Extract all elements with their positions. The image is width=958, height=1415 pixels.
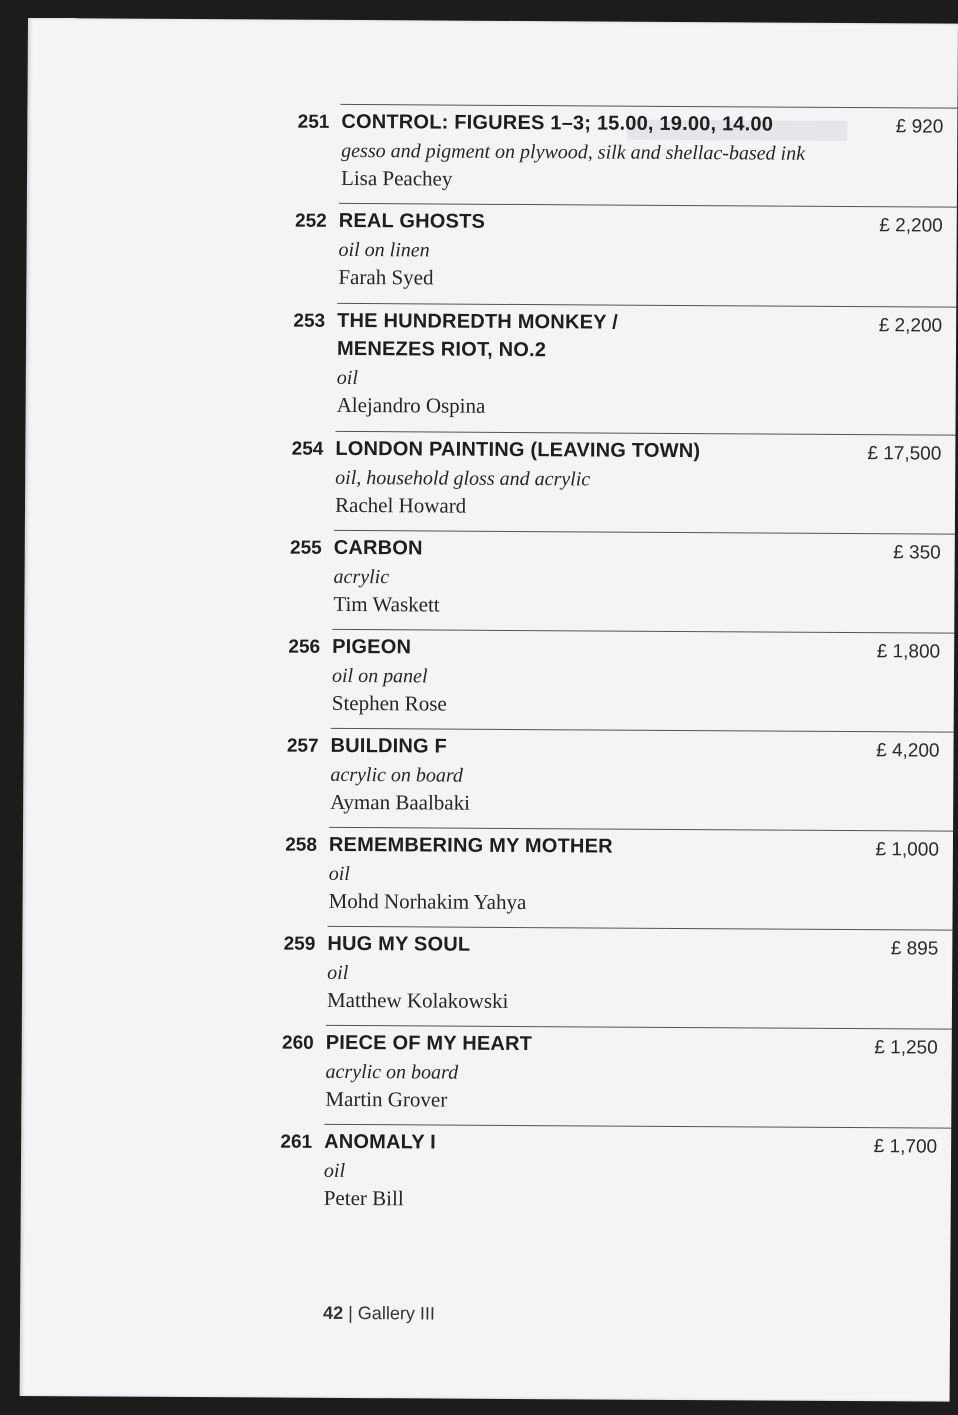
artwork-medium: oil: [328, 862, 350, 885]
artwork-medium: oil on linen: [338, 238, 430, 262]
artist-name: Alejandro Ospina: [336, 392, 486, 418]
artist-name: Mohd Norhakim Yahya: [328, 888, 527, 915]
artist-name: Peter Bill: [323, 1185, 404, 1211]
list-item: [25, 429, 955, 518]
list-item: [23, 825, 953, 915]
list-item: [26, 301, 956, 418]
list-item: [27, 201, 957, 290]
lot-number: 251: [297, 111, 330, 133]
list-item: [22, 1023, 952, 1112]
artwork-medium: acrylic on board: [325, 1060, 459, 1084]
artwork-title: PIGEON: [332, 635, 412, 659]
price: £ 920: [895, 116, 944, 138]
price: £ 1,700: [873, 1136, 938, 1158]
artwork-title: BUILDING F: [330, 734, 448, 758]
artwork-medium: oil, household gloss and acrylic: [335, 466, 591, 491]
lot-number: 252: [294, 210, 327, 232]
lot-number: 253: [293, 310, 326, 332]
lot-number: 255: [289, 537, 322, 559]
artwork-medium: oil on panel: [331, 664, 428, 688]
lot-number: 257: [286, 735, 319, 757]
list-item: [27, 102, 957, 191]
price: £ 1,000: [875, 839, 939, 861]
artwork-title: REMEMBERING MY MOTHER: [328, 833, 613, 858]
artwork-medium: oil: [336, 366, 358, 390]
artist-name: Stephen Rose: [331, 690, 447, 716]
artwork-medium: oil: [323, 1159, 346, 1182]
artist-name: Ayman Baalbaki: [330, 789, 471, 815]
artwork-title: PIECE OF MY HEART: [325, 1031, 533, 1056]
price: £ 17,500: [867, 443, 942, 465]
artwork-title: THE HUNDREDTH MONKEY /: [337, 309, 618, 334]
list-item: [21, 1122, 951, 1211]
section-name: Gallery III: [357, 1303, 435, 1324]
list-item: [22, 924, 952, 1013]
artwork-medium: acrylic: [333, 565, 390, 589]
artist-name: Tim Waskett: [333, 591, 440, 617]
artwork-title: LONDON PAINTING (LEAVING TOWN): [335, 437, 701, 463]
lot-number: 256: [288, 636, 321, 658]
page-number: 42: [323, 1302, 344, 1323]
artist-name: Rachel Howard: [334, 492, 467, 518]
artist-name: Farah Syed: [338, 264, 434, 290]
price: £ 4,200: [876, 740, 940, 762]
artwork-title: CONTROL: FIGURES 1–3; 15.00, 19.00, 14.00: [341, 110, 774, 136]
artwork-medium: acrylic on board: [330, 763, 464, 787]
artwork-title: ANOMALY I: [324, 1130, 437, 1154]
lot-number: 260: [281, 1032, 314, 1054]
list-item: [24, 627, 954, 716]
price: £ 350: [893, 542, 941, 564]
artist-name: Lisa Peachey: [340, 165, 453, 191]
artist-name: Martin Grover: [325, 1086, 448, 1112]
list-item: [25, 528, 955, 617]
lot-number: 254: [291, 438, 324, 460]
footer-separator: |: [348, 1302, 353, 1324]
list-item: [24, 726, 954, 815]
price: £ 1,250: [874, 1037, 938, 1059]
lot-number: 261: [280, 1131, 313, 1153]
artwork-title: REAL GHOSTS: [338, 209, 486, 233]
divider: [332, 629, 954, 634]
lot-number: 258: [285, 834, 318, 856]
artwork-medium: gesso and pigment on plywood, silk and shellac-based ink: [341, 139, 806, 165]
artist-name: Matthew Kolakowski: [326, 987, 509, 1013]
catalogue-page: [20, 18, 958, 1402]
artwork-title-line-2: MENEZES RIOT, NO.2: [336, 337, 547, 362]
price: £ 1,800: [876, 641, 941, 663]
artwork-medium: oil: [327, 961, 349, 984]
price: £ 2,200: [878, 315, 943, 337]
lot-number: 259: [283, 933, 316, 955]
page-footer: [323, 1303, 435, 1325]
artwork-title: CARBON: [333, 536, 423, 560]
divider: [334, 530, 955, 535]
artwork-title: HUG MY SOUL: [327, 932, 471, 956]
price: £ 2,200: [879, 215, 943, 237]
price: £ 895: [890, 938, 939, 960]
